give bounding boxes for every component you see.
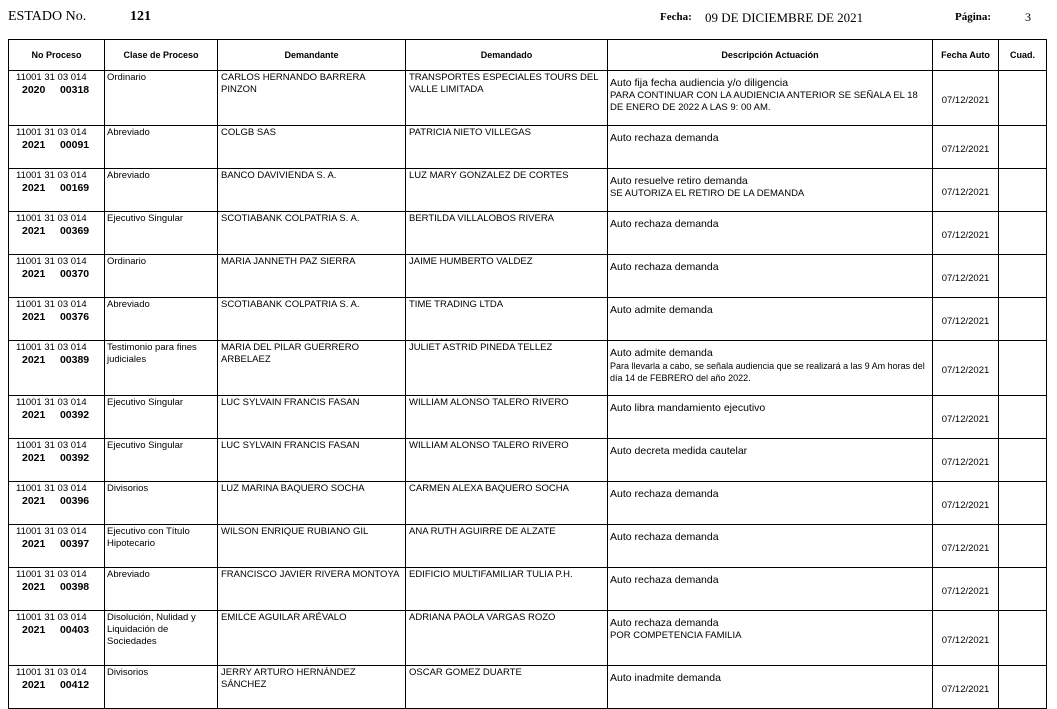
actuacion-text: Auto rechaza demanda xyxy=(610,218,719,230)
proceso-cell xyxy=(9,568,105,611)
actuacion-text: Auto decreta medida cautelar xyxy=(610,445,748,457)
fecha-auto-cell: 07/12/2021 xyxy=(933,482,999,525)
cuad-cell xyxy=(999,255,1047,298)
fecha-auto-cell: 07/12/2021 xyxy=(933,71,999,126)
demandante-cell: SCOTIABANK COLPATRIA S. A. xyxy=(218,212,406,255)
proceso-number: 2021 00091 xyxy=(22,139,90,151)
cuad-cell xyxy=(999,71,1047,126)
demandado-cell: OSCAR GOMEZ DUARTE xyxy=(406,666,608,709)
clase-cell: Ejecutivo Singular xyxy=(105,439,218,482)
col-header-cuad: Cuad. xyxy=(999,40,1047,71)
table-row xyxy=(9,126,1047,169)
fecha-auto-cell: 07/12/2021 xyxy=(933,396,999,439)
proceso-cell xyxy=(9,169,105,212)
cuad-cell xyxy=(999,568,1047,611)
demandado-cell: JULIET ASTRID PINEDA TELLEZ xyxy=(406,341,608,396)
col-header-clase: Clase de Proceso xyxy=(105,40,218,71)
col-header-proceso: No Proceso xyxy=(9,40,105,71)
table-header-row xyxy=(9,40,1047,71)
proceso-number: 2021 00376 xyxy=(22,311,90,323)
proceso-cell xyxy=(9,482,105,525)
demandado-cell: CARMEN ALEXA BAQUERO SOCHA xyxy=(406,482,608,525)
proceso-code: 11001 31 03 014 xyxy=(16,72,87,83)
proceso-cell xyxy=(9,396,105,439)
actuacion-detalle: Para llevarla a cabo, se señala audiencia que se realizará a las 9 Am horas del día 14 de FEBRERO del año 2022. xyxy=(610,361,925,383)
clase-cell: Testimonio para fines judiciales xyxy=(105,341,218,396)
demandado-cell: BERTILDA VILLALOBOS RIVERA xyxy=(406,212,608,255)
fecha-auto-cell: 07/12/2021 xyxy=(933,341,999,396)
fecha-value: 09 DE DICIEMBRE DE 2021 xyxy=(705,10,864,25)
proceso-number: 2021 00369 xyxy=(22,225,90,237)
descripcion-cell xyxy=(608,212,933,255)
cuad-cell xyxy=(999,611,1047,666)
actuacion-text: Auto rechaza demanda xyxy=(610,488,719,500)
descripcion-cell xyxy=(608,126,933,169)
proceso-code: 11001 31 03 014 xyxy=(16,667,87,678)
proceso-code: 11001 31 03 014 xyxy=(16,569,87,580)
demandante-cell: WILSON ENRIQUE RUBIANO GIL xyxy=(218,525,406,568)
cuad-cell xyxy=(999,525,1047,568)
proceso-number: 2021 00392 xyxy=(22,409,90,421)
actuacion-text: Auto resuelve retiro demanda xyxy=(610,175,748,187)
demandado-cell: TIME TRADING LTDA xyxy=(406,298,608,341)
descripcion-cell xyxy=(608,71,933,126)
proceso-code: 11001 31 03 014 xyxy=(16,397,87,408)
clase-cell: Abreviado xyxy=(105,126,218,169)
pagina-label: Página: xyxy=(955,11,992,23)
fecha-auto-cell: 07/12/2021 xyxy=(933,568,999,611)
clase-cell: Ejecutivo con Título Hipotecario xyxy=(105,525,218,568)
actuacion-text: Auto admite demanda xyxy=(610,347,713,359)
proceso-cell xyxy=(9,126,105,169)
col-header-demandante: Demandante xyxy=(218,40,406,71)
demandante-cell: JERRY ARTURO HERNÁNDEZ SÁNCHEZ xyxy=(218,666,406,709)
demandante-cell: BANCO DAVIVIENDA S. A. xyxy=(218,169,406,212)
clase-cell: Abreviado xyxy=(105,169,218,212)
fecha-auto-cell: 07/12/2021 xyxy=(933,611,999,666)
proceso-cell xyxy=(9,666,105,709)
clase-cell: Divisorios xyxy=(105,482,218,525)
clase-cell: Ordinario xyxy=(105,255,218,298)
cuad-cell xyxy=(999,212,1047,255)
clase-cell: Disolución, Nulidad y Liquidación de Sociedades xyxy=(105,611,218,666)
table-row xyxy=(9,439,1047,482)
proceso-cell xyxy=(9,341,105,396)
table-row xyxy=(9,71,1047,126)
demandante-cell: MARIA JANNETH PAZ SIERRA xyxy=(218,255,406,298)
table-row xyxy=(9,568,1047,611)
demandado-cell: ANA RUTH AGUIRRE DE ALZATE xyxy=(406,525,608,568)
proceso-cell xyxy=(9,439,105,482)
proceso-code: 11001 31 03 014 xyxy=(16,612,87,623)
demandante-cell: LUC SYLVAIN FRANCIS FASAN xyxy=(218,439,406,482)
table-row xyxy=(9,525,1047,568)
table-row xyxy=(9,298,1047,341)
demandante-cell: LUC SYLVAIN FRANCIS FASAN xyxy=(218,396,406,439)
descripcion-cell xyxy=(608,568,933,611)
descripcion-cell xyxy=(608,298,933,341)
clase-cell: Ejecutivo Singular xyxy=(105,396,218,439)
proceso-number: 2021 00389 xyxy=(22,354,90,366)
fecha-auto-cell: 07/12/2021 xyxy=(933,666,999,709)
actuacion-text: Auto admite demanda xyxy=(610,304,713,316)
demandado-cell: JAIME HUMBERTO VALDEZ xyxy=(406,255,608,298)
proceso-code: 11001 31 03 014 xyxy=(16,342,87,353)
proceso-cell xyxy=(9,298,105,341)
proceso-number: 2021 00396 xyxy=(22,495,90,507)
descripcion-cell xyxy=(608,439,933,482)
fecha-label: Fecha: xyxy=(660,11,692,23)
demandante-cell: MARIA DEL PILAR GUERRERO ARBELAEZ xyxy=(218,341,406,396)
fecha-auto-cell: 07/12/2021 xyxy=(933,439,999,482)
demandante-cell: SCOTIABANK COLPATRIA S. A. xyxy=(218,298,406,341)
proceso-code: 11001 31 03 014 xyxy=(16,256,87,267)
proceso-code: 11001 31 03 014 xyxy=(16,170,87,181)
fecha-auto-cell: 07/12/2021 xyxy=(933,298,999,341)
proceso-number: 2021 00397 xyxy=(22,538,90,550)
cuad-cell xyxy=(999,396,1047,439)
fecha-auto-cell: 07/12/2021 xyxy=(933,212,999,255)
cuad-cell xyxy=(999,126,1047,169)
demandante-cell: EMILCE AGUILAR ARÉVALO xyxy=(218,611,406,666)
table-row xyxy=(9,341,1047,396)
clase-cell: Ordinario xyxy=(105,71,218,126)
fecha-auto-cell: 07/12/2021 xyxy=(933,169,999,212)
demandado-cell: ADRIANA PAOLA VARGAS ROZO xyxy=(406,611,608,666)
pagina-value: 3 xyxy=(1025,10,1031,24)
clase-cell: Abreviado xyxy=(105,568,218,611)
table-row xyxy=(9,666,1047,709)
proceso-code: 11001 31 03 014 xyxy=(16,483,87,494)
proceso-cell xyxy=(9,611,105,666)
demandado-cell: WILLIAM ALONSO TALERO RIVERO xyxy=(406,396,608,439)
table-row xyxy=(9,169,1047,212)
cuad-cell xyxy=(999,482,1047,525)
proceso-number: 2021 00169 xyxy=(22,182,90,194)
descripcion-cell xyxy=(608,341,933,396)
fecha-auto-cell: 07/12/2021 xyxy=(933,525,999,568)
actuacion-text: Auto rechaza demanda xyxy=(610,132,719,144)
actuacion-text: Auto fija fecha audiencia y/o diligencia xyxy=(610,77,789,89)
demandante-cell: LUZ MARINA BAQUERO SOCHA xyxy=(218,482,406,525)
table-row xyxy=(9,611,1047,666)
actuacion-detalle: PARA CONTINUAR CON LA AUDIENCIA ANTERIOR SE SEÑALA EL 18 DE ENERO DE 2022 A LAS 9: 00 AM. xyxy=(610,90,918,113)
proceso-number: 2021 00398 xyxy=(22,581,90,593)
clase-cell: Abreviado xyxy=(105,298,218,341)
table-row xyxy=(9,396,1047,439)
proceso-cell xyxy=(9,71,105,126)
fecha-auto-cell: 07/12/2021 xyxy=(933,255,999,298)
proceso-number: 2020 00318 xyxy=(22,84,90,96)
descripcion-cell xyxy=(608,169,933,212)
demandado-cell: EDIFICIO MULTIFAMILIAR TULIA P.H. xyxy=(406,568,608,611)
proceso-cell xyxy=(9,255,105,298)
demandado-cell: TRANSPORTES ESPECIALES TOURS DEL VALLE LIMITADA xyxy=(406,71,608,126)
demandante-cell: FRANCISCO JAVIER RIVERA MONTOYA xyxy=(218,568,406,611)
descripcion-cell xyxy=(608,666,933,709)
table-row xyxy=(9,482,1047,525)
proceso-number: 2021 00412 xyxy=(22,679,90,691)
actuacion-text: Auto libra mandamiento ejecutivo xyxy=(610,402,766,414)
proceso-number: 2021 00403 xyxy=(22,624,90,636)
actuacion-text: Auto rechaza demanda xyxy=(610,531,719,543)
actuacion-text: Auto rechaza demanda xyxy=(610,617,719,629)
demandante-cell: CARLOS HERNANDO BARRERA PINZON xyxy=(218,71,406,126)
descripcion-cell xyxy=(608,482,933,525)
table-row xyxy=(9,212,1047,255)
cuad-cell xyxy=(999,666,1047,709)
proceso-cell xyxy=(9,212,105,255)
fecha-auto-cell: 07/12/2021 xyxy=(933,126,999,169)
cuad-cell xyxy=(999,439,1047,482)
estado-table xyxy=(8,39,1047,709)
estado-number: 121 xyxy=(130,9,151,24)
clase-cell: Divisorios xyxy=(105,666,218,709)
proceso-code: 11001 31 03 014 xyxy=(16,440,87,451)
col-header-fecha-auto: Fecha Auto xyxy=(933,40,999,71)
estado-label: ESTADO No. xyxy=(8,9,87,24)
descripcion-cell xyxy=(608,611,933,666)
table-row xyxy=(9,255,1047,298)
actuacion-text: Auto rechaza demanda xyxy=(610,261,719,273)
demandado-cell: WILLIAM ALONSO TALERO RIVERO xyxy=(406,439,608,482)
demandado-cell: LUZ MARY GONZALEZ DE CORTES xyxy=(406,169,608,212)
proceso-cell xyxy=(9,525,105,568)
actuacion-text: Auto rechaza demanda xyxy=(610,574,719,586)
proceso-code: 11001 31 03 014 xyxy=(16,127,87,138)
actuacion-text: Auto inadmite demanda xyxy=(610,672,721,684)
demandante-cell: COLGB SAS xyxy=(218,126,406,169)
proceso-number: 2021 00370 xyxy=(22,268,90,280)
cuad-cell xyxy=(999,298,1047,341)
col-header-descripcion: Descripción Actuación xyxy=(608,40,933,71)
descripcion-cell xyxy=(608,255,933,298)
proceso-number: 2021 00392 xyxy=(22,452,90,464)
cuad-cell xyxy=(999,169,1047,212)
descripcion-cell xyxy=(608,525,933,568)
demandado-cell: PATRICIA NIETO VILLEGAS xyxy=(406,126,608,169)
proceso-code: 11001 31 03 014 xyxy=(16,299,87,310)
proceso-code: 11001 31 03 014 xyxy=(16,526,87,537)
actuacion-detalle: POR COMPETENCIA FAMILIA xyxy=(610,630,742,641)
actuacion-detalle: SE AUTORIZA EL RETIRO DE LA DEMANDA xyxy=(610,188,805,199)
col-header-demandado: Demandado xyxy=(406,40,608,71)
proceso-code: 11001 31 03 014 xyxy=(16,213,87,224)
clase-cell: Ejecutivo Singular xyxy=(105,212,218,255)
descripcion-cell xyxy=(608,396,933,439)
cuad-cell xyxy=(999,341,1047,396)
